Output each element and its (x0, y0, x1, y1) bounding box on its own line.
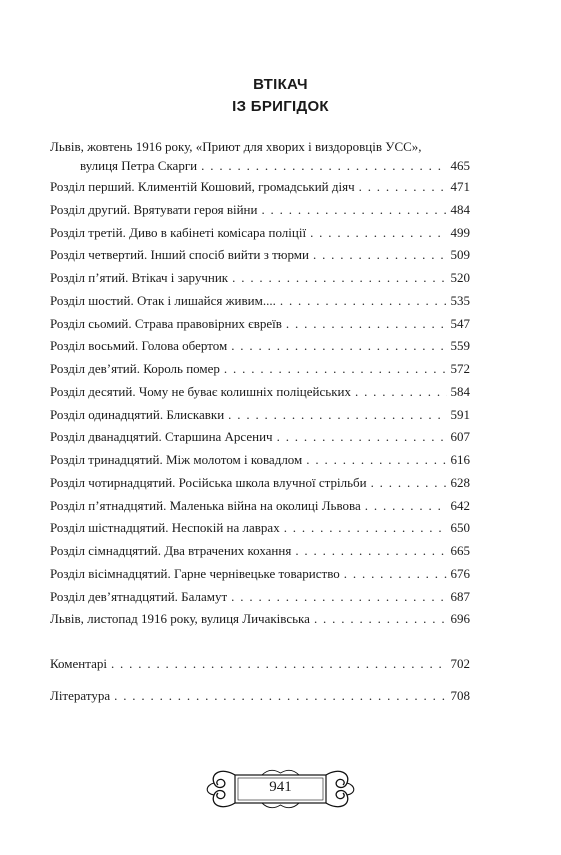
dot-leader (286, 314, 447, 333)
toc-entry-label: Розділ шістнадцятий. Неспокій на лаврах (50, 520, 280, 536)
toc-entry-chapter[interactable] (50, 541, 470, 560)
toc-entry-label: Розділ п’ятнадцятий. Маленька війна на околиці Львова (50, 497, 361, 513)
dot-leader (277, 427, 447, 446)
toc-page-number: 676 (450, 565, 470, 581)
toc-entry-chapter[interactable] (50, 268, 470, 287)
toc-entry-comments[interactable] (50, 654, 470, 673)
dot-leader (111, 654, 447, 673)
toc-entry-label: вулиця Петра Скарги (80, 158, 198, 173)
toc-page-number: 607 (450, 429, 470, 445)
toc-entry-label: Розділ дев’ятий. Король помер (50, 361, 220, 376)
dot-leader (371, 473, 447, 492)
toc-page-number: 591 (450, 406, 470, 422)
toc-entry-label: Розділ третій. Диво в кабінеті комісара поліції (50, 224, 307, 240)
toc-entry-chapter[interactable] (50, 473, 470, 492)
toc-entry-label: Розділ п’ятий. Втікач і заручник (50, 270, 229, 285)
toc-entry-label: Розділ сімнадцятий. Два втрачених кохання (50, 543, 292, 558)
toc-entry-chapter[interactable] (50, 336, 470, 355)
toc-page-number: 559 (450, 338, 470, 354)
toc-entry-label: Література (50, 688, 111, 703)
dot-leader (344, 564, 447, 583)
toc-page-number: 584 (450, 383, 470, 399)
toc-entry-label: Розділ тринадцятий. Між молотом і ковадлом (50, 452, 303, 467)
toc-page-number: 702 (450, 656, 470, 671)
toc-entry-intro[interactable] (50, 137, 470, 175)
toc-entry-label: Розділ перший. Климентій Кошовий, громадський діяч (50, 179, 355, 194)
dot-leader (114, 686, 446, 705)
toc-entry-label: Розділ шостий. Отак і лишайся живим.... (50, 292, 276, 308)
toc-page-number: 628 (450, 474, 470, 490)
toc-entry-chapter[interactable] (50, 518, 470, 537)
dot-leader (224, 359, 447, 378)
dot-leader (365, 496, 447, 515)
dot-leader (284, 518, 447, 537)
toc-page-number: 696 (450, 611, 470, 627)
toc-page-number: 509 (450, 247, 470, 263)
dot-leader (314, 609, 447, 628)
toc-entry-line (50, 137, 470, 156)
toc-entry-chapter[interactable] (50, 609, 470, 628)
toc-entry-label: Розділ одинадцятий. Блискавки (50, 406, 225, 422)
page-folio (202, 765, 359, 813)
dot-leader (313, 245, 447, 264)
toc-page-number: 572 (450, 361, 470, 376)
book-title: ВТІКАЧ (253, 76, 308, 93)
toc-entry-chapter[interactable] (50, 564, 470, 583)
toc-entry-chapter[interactable] (50, 382, 470, 401)
toc-entry-chapter[interactable] (50, 450, 470, 469)
dot-leader (355, 382, 447, 401)
toc-entry-chapter[interactable] (50, 405, 470, 424)
toc-page-number: 650 (450, 520, 470, 536)
toc-page-number: 642 (450, 497, 470, 513)
toc-page-number: 547 (450, 315, 470, 331)
toc-entry-label: Розділ другий. Врятувати героя війни (50, 201, 258, 217)
dot-leader (359, 177, 447, 196)
dot-leader (232, 268, 446, 287)
toc-page-number: 535 (450, 292, 470, 308)
book-subtitle: ІЗ БРИГІДОК (232, 98, 329, 115)
toc-entry-literature[interactable] (50, 686, 470, 705)
dot-leader (261, 200, 446, 219)
toc-page-number: 465 (450, 158, 470, 173)
toc-entry-label: Розділ сьомий. Страва правовірних євреїв (50, 315, 282, 331)
toc-entry-chapter[interactable] (50, 291, 470, 310)
toc-entry-line (50, 156, 470, 175)
toc-page-number: 520 (450, 270, 470, 285)
toc-page-number: 616 (450, 452, 470, 467)
toc-entry-label: Коментарі (50, 656, 107, 671)
dot-leader (231, 587, 446, 606)
toc-entry-label: Львів, листопад 1916 року, вулиця Личаківська (50, 611, 310, 627)
dot-leader (201, 156, 446, 175)
toc-page-number: 484 (450, 201, 470, 217)
toc-entry-label: Розділ чотирнадцятий. Російська школа влучної стрільби (50, 474, 367, 490)
toc-page-number: 471 (450, 179, 470, 194)
toc-entry-chapter[interactable] (50, 427, 470, 446)
toc-entry-chapter[interactable] (50, 223, 470, 242)
toc-entry-chapter[interactable] (50, 200, 470, 219)
dot-leader (280, 291, 447, 310)
toc-entry-label: Розділ четвертий. Інший спосіб вийти з тюрми (50, 247, 309, 263)
toc-entry-chapter[interactable] (50, 359, 470, 378)
toc-entry-chapter[interactable] (50, 245, 470, 264)
toc-page-number: 499 (450, 224, 470, 240)
toc-entry-label: Львів, жовтень 1916 року, «Приют для хворих і виздоровців УСС», (50, 139, 422, 154)
toc-page-number: 687 (450, 588, 470, 604)
toc-entry-label: Розділ восьмий. Голова обертом (50, 338, 228, 354)
dot-leader (228, 405, 446, 424)
dot-leader (306, 450, 446, 469)
toc-entry-label: Розділ десятий. Чому не буває колишніх поліцейських (50, 383, 351, 399)
toc-entry-chapter[interactable] (50, 587, 470, 606)
toc-entry-label: Розділ дванадцятий. Старшина Арсенич (50, 429, 273, 445)
dot-leader (231, 336, 446, 355)
toc-entry-label: Розділ дев’ятнадцятий. Баламут (50, 588, 228, 604)
toc-entry-label: Розділ вісімнадцятий. Гарне чернівецьке товариство (50, 565, 340, 581)
toc-page-number: 708 (450, 688, 470, 703)
toc-entry-chapter[interactable] (50, 177, 470, 196)
dot-leader (295, 541, 446, 560)
toc-page-number: 665 (450, 543, 470, 558)
toc-entry-chapter[interactable] (50, 496, 470, 515)
page-number: 941 (269, 779, 292, 795)
toc-entry-chapter[interactable] (50, 314, 470, 333)
dot-leader (310, 223, 446, 242)
